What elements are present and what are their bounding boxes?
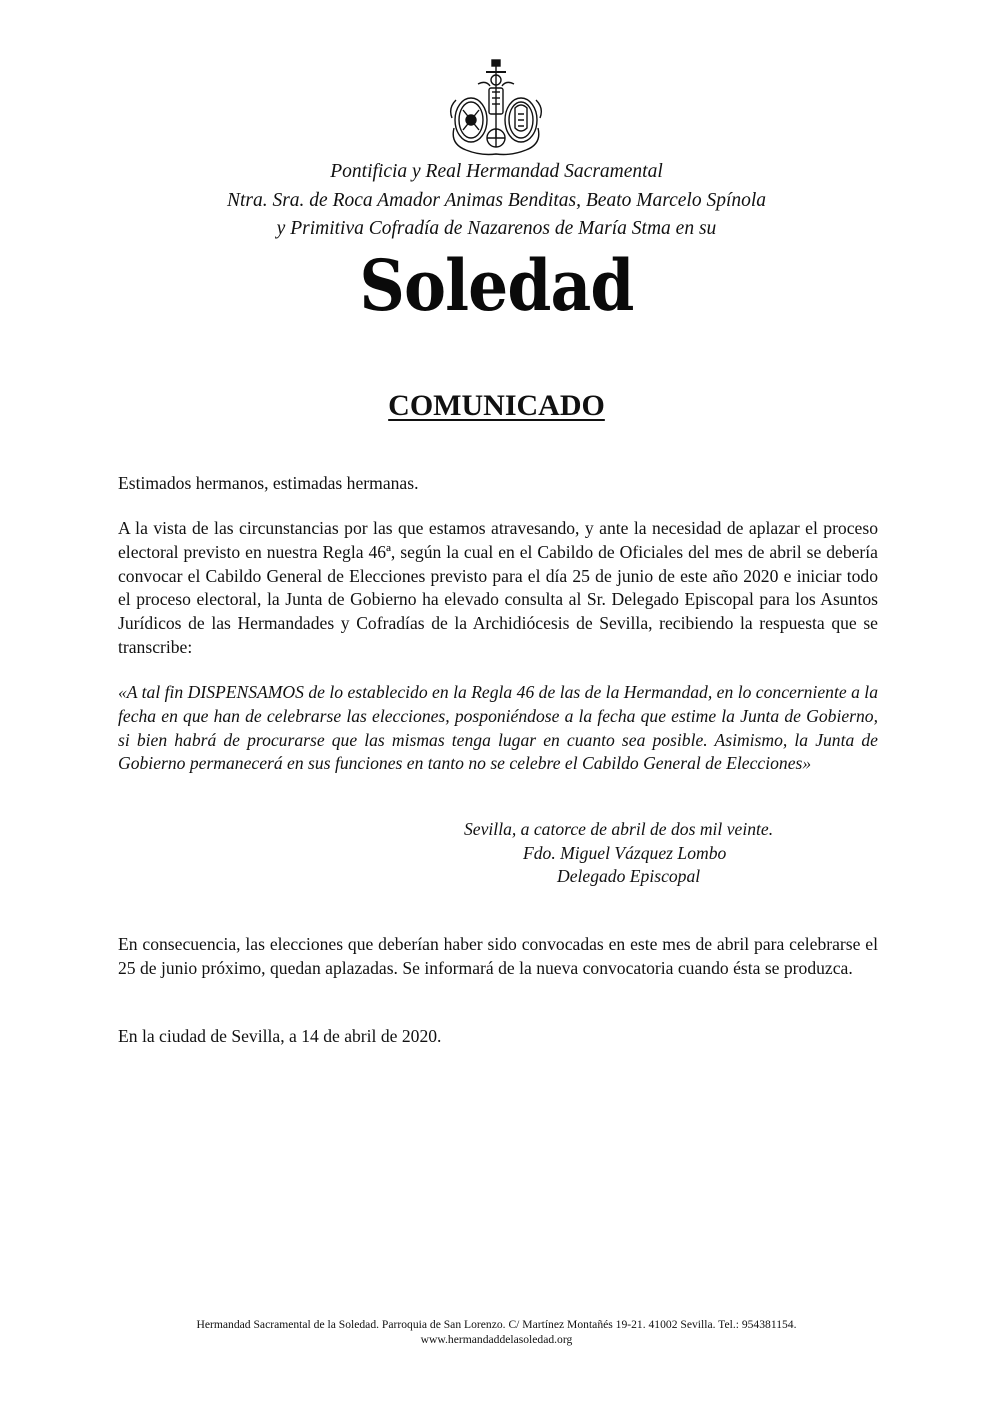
quoted-response: «A tal fin DISPENSAMOS de lo establecido en la Regla 46 de las de la Hermandad, en lo concerniente a la fecha en que han de celebrarse las elecciones, posponiéndose a la fecha que estime la Junta de Gobierno, si bien habrá de procurarse que las mismas tenga lugar en cuanto sea posible. Asimismo, la Junta de Gobierno permanecerá en sus funciones en tanto no se celebre el Cabildo General de Elecciones» <box>118 682 878 774</box>
paragraph-2: En consecuencia, las elecciones que deberían haber sido convocadas en este mes de abril para celebrarse el 25 de junio próximo, quedan aplazadas. Se informará de la nueva convocatoria cuando ésta se produzca. <box>118 934 878 978</box>
greeting: Estimados hermanos, estimadas hermanas. <box>118 473 419 493</box>
header-line-1: Pontificia y Real Hermandad Sacramental <box>330 161 663 182</box>
page-title: COMUNICADO <box>388 389 605 422</box>
header-line-3: y Primitiva Cofradía de Nazarenos de María Stma en su <box>276 218 717 239</box>
footer-website-link[interactable]: www.hermandaddelasoledad.org <box>420 1333 573 1346</box>
closing-date: En la ciudad de Sevilla, a 14 de abril de 2020. <box>118 1026 442 1046</box>
signature-name: Fdo. Miguel Vázquez Lombo <box>523 843 727 863</box>
signature-place-date: Sevilla, a catorce de abril de dos mil veinte. <box>464 819 774 839</box>
footer <box>0 1317 993 1347</box>
header-line-2: Ntra. Sra. de Roca Amador Animas Benditas, Beato Marcelo Spínola <box>226 190 767 211</box>
brotherhood-crest-icon <box>446 58 546 158</box>
footer-address: Hermandad Sacramental de la Soledad. Parroquia de San Lorenzo. C/ Martínez Montañés 19-21. 41002 Sevilla. Tel.: 954381154. <box>196 1318 797 1331</box>
paragraph-1: A la vista de las circunstancias por las que estamos atravesando, y ante la necesidad de aplazar el proceso electoral previsto en nuestra Regla 46ª, según la cual en el Cabildo de Oficiales del mes de abril se debería convocar el Cabildo General de Elecciones previsto para el día 25 de junio de este año 2020 e iniciar todo el proceso electoral, la Junta de Gobierno ha elevado consulta al Sr. Delegado Episcopal para los Asuntos Jurídicos de las Hermandades y Cofradías de la Archidiócesis de Sevilla, recibiendo la respuesta que se transcribe: <box>118 518 878 657</box>
soledad-logo: Soledad <box>359 244 634 327</box>
signature-role: Delegado Episcopal <box>557 866 701 886</box>
